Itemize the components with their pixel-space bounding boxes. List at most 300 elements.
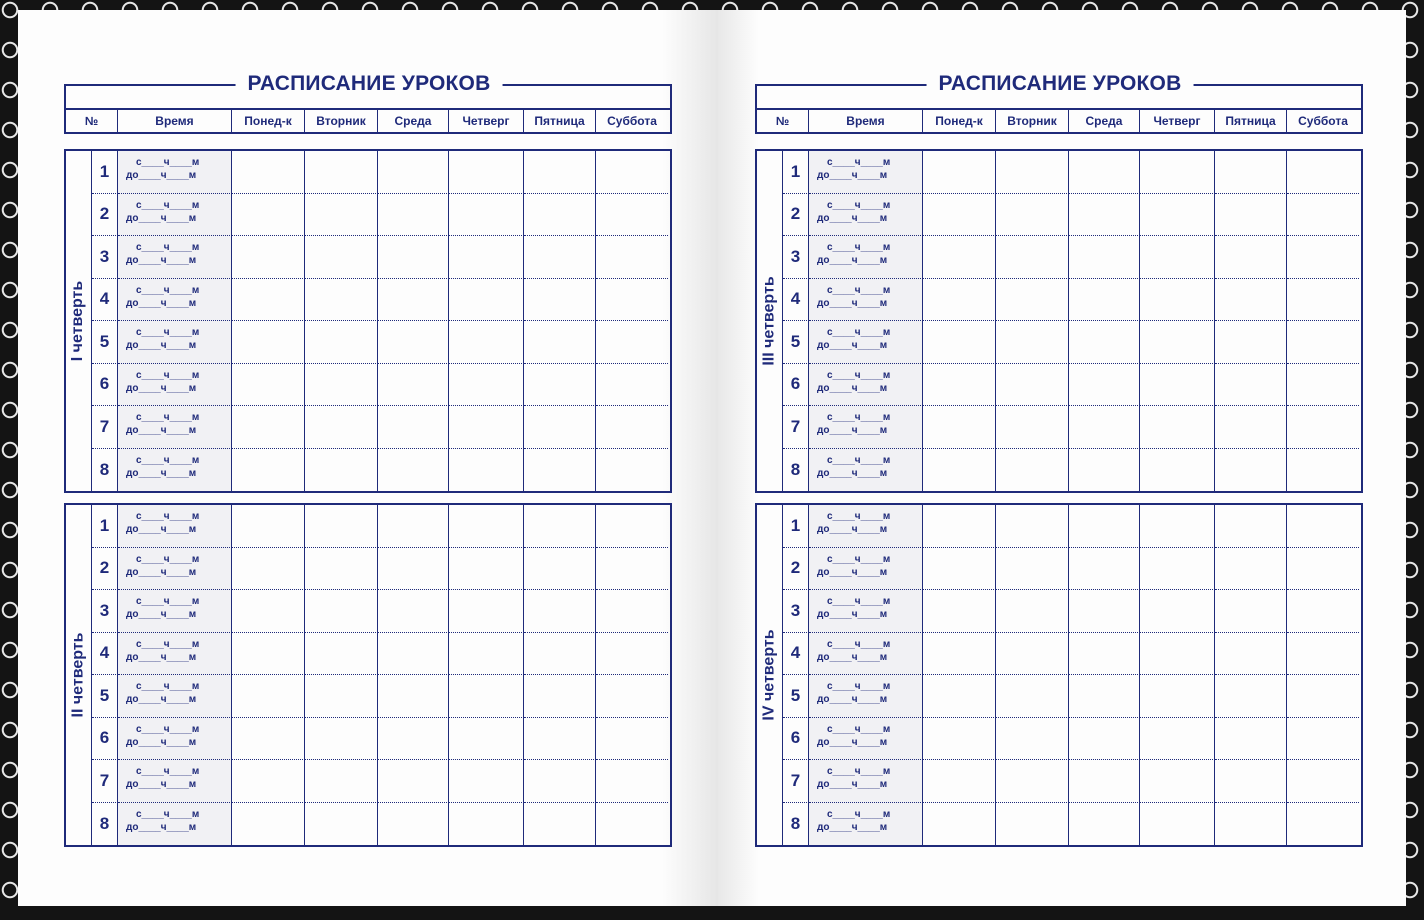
- subject-cell[interactable]: [1069, 449, 1140, 492]
- subject-cell[interactable]: [378, 194, 449, 237]
- subject-cell[interactable]: [232, 236, 305, 279]
- header-saturday: Суббота: [1298, 114, 1348, 128]
- subject-cell[interactable]: [1215, 633, 1287, 676]
- subject-cell[interactable]: [378, 633, 449, 676]
- subject-cell[interactable]: [1287, 548, 1359, 591]
- subject-cell[interactable]: [449, 803, 524, 846]
- subject-cell[interactable]: [378, 321, 449, 364]
- time-start-line: с____ч____м: [136, 681, 200, 692]
- subject-cell[interactable]: [1069, 633, 1140, 676]
- time-end-line: до____ч____м: [817, 297, 888, 309]
- subject-cell[interactable]: [305, 505, 378, 548]
- time-start-line: с____ч____м: [136, 638, 200, 650]
- lesson-time-field[interactable]: [118, 321, 232, 364]
- header-friday: Пятница: [524, 110, 596, 132]
- subject-cell[interactable]: [1287, 760, 1359, 803]
- time-start-line: с____ч____м: [827, 157, 891, 168]
- subject-cell[interactable]: [996, 675, 1069, 718]
- lesson-number: 3: [92, 590, 118, 633]
- quarter-label: [757, 505, 783, 845]
- subject-cell[interactable]: [449, 675, 524, 718]
- subject-cell[interactable]: [996, 364, 1069, 407]
- time-start-line: с____ч____м: [136, 157, 200, 168]
- subject-cell[interactable]: [996, 151, 1069, 194]
- subject-cell[interactable]: [1069, 760, 1140, 803]
- subject-cell[interactable]: [923, 151, 996, 194]
- subject-cell[interactable]: [524, 406, 596, 449]
- time-start-line: с____ч____м: [136, 553, 200, 565]
- subject-cell[interactable]: [232, 194, 305, 237]
- subject-cell[interactable]: [1215, 590, 1287, 633]
- subject-cell[interactable]: [1140, 803, 1215, 846]
- subject-cell[interactable]: [596, 364, 668, 407]
- time-end-line: до____ч____м: [817, 425, 888, 436]
- lesson-number: 8: [783, 803, 809, 846]
- header-tuesday: Вторник: [996, 110, 1069, 132]
- subject-cell[interactable]: [923, 194, 996, 237]
- quarter-label-text: IV четверть: [760, 629, 778, 721]
- subject-cell[interactable]: [232, 633, 305, 676]
- subject-cell[interactable]: [305, 633, 378, 676]
- lesson-time-field[interactable]: [118, 364, 232, 407]
- subject-cell[interactable]: [449, 718, 524, 761]
- subject-cell[interactable]: [1215, 718, 1287, 761]
- schedule-header-right: [755, 108, 1363, 134]
- lesson-number: 1: [92, 505, 118, 548]
- subject-cell[interactable]: [1140, 633, 1215, 676]
- subject-cell[interactable]: [1287, 449, 1359, 492]
- subject-cell[interactable]: [232, 548, 305, 591]
- subject-cell[interactable]: [1287, 364, 1359, 407]
- subject-cell[interactable]: [596, 406, 668, 449]
- lesson-time-field[interactable]: [809, 803, 923, 846]
- subject-cell[interactable]: [1140, 590, 1215, 633]
- lesson-number: 8: [92, 449, 118, 492]
- subject-cell[interactable]: [524, 194, 596, 237]
- subject-cell[interactable]: [1140, 406, 1215, 449]
- subject-cell[interactable]: [1215, 803, 1287, 846]
- subject-cell[interactable]: [232, 151, 305, 194]
- time-end-line: до____ч____м: [817, 779, 888, 790]
- subject-cell[interactable]: [378, 151, 449, 194]
- subject-cell[interactable]: [524, 505, 596, 548]
- subject-cell[interactable]: [923, 590, 996, 633]
- lesson-number: 4: [92, 633, 118, 676]
- subject-cell[interactable]: [305, 364, 378, 407]
- subject-cell[interactable]: [1215, 406, 1287, 449]
- lesson-time-field[interactable]: [809, 406, 923, 449]
- subject-cell[interactable]: [923, 718, 996, 761]
- lesson-time-field[interactable]: [809, 236, 923, 279]
- subject-cell[interactable]: [305, 803, 378, 846]
- subject-cell[interactable]: [1215, 151, 1287, 194]
- subject-cell[interactable]: [305, 718, 378, 761]
- subject-cell[interactable]: [449, 279, 524, 322]
- subject-cell[interactable]: [524, 279, 596, 322]
- title-rule-left: [66, 72, 672, 95]
- subject-cell[interactable]: [1215, 364, 1287, 407]
- lesson-time-field[interactable]: [809, 548, 923, 591]
- subject-cell[interactable]: [596, 760, 668, 803]
- subject-cell[interactable]: [996, 449, 1069, 492]
- subject-cell[interactable]: [232, 406, 305, 449]
- lesson-time-field[interactable]: [118, 236, 232, 279]
- subject-cell[interactable]: [996, 194, 1069, 237]
- subject-cell[interactable]: [596, 449, 668, 492]
- subject-cell[interactable]: [232, 364, 305, 407]
- subject-cell[interactable]: [378, 803, 449, 846]
- subject-cell[interactable]: [449, 364, 524, 407]
- lesson-number: 2: [92, 194, 118, 237]
- lesson-time-field[interactable]: [118, 406, 232, 449]
- subject-cell[interactable]: [524, 364, 596, 407]
- time-end-line: до____ч____м: [817, 467, 888, 479]
- subject-cell[interactable]: [1140, 449, 1215, 492]
- subject-cell[interactable]: [378, 590, 449, 633]
- time-start-line: с____ч____м: [136, 242, 200, 253]
- subject-cell[interactable]: [449, 406, 524, 449]
- subject-cell[interactable]: [378, 449, 449, 492]
- header-monday: Понед-к: [232, 110, 305, 132]
- subject-cell[interactable]: [1215, 279, 1287, 322]
- subject-cell[interactable]: [923, 236, 996, 279]
- lesson-time-field[interactable]: [118, 590, 232, 633]
- subject-cell[interactable]: [996, 803, 1069, 846]
- subject-cell[interactable]: [1215, 236, 1287, 279]
- time-start-line: с____ч____м: [827, 199, 891, 211]
- subject-cell[interactable]: [1287, 236, 1359, 279]
- subject-cell[interactable]: [923, 760, 996, 803]
- subject-cell[interactable]: [378, 760, 449, 803]
- lesson-number: 6: [783, 718, 809, 761]
- title-bracket-left-2: [755, 84, 757, 110]
- quarter-table-3: [755, 149, 1363, 493]
- lesson-time-field[interactable]: [809, 194, 923, 237]
- subject-cell[interactable]: [1287, 406, 1359, 449]
- subject-cell[interactable]: [1069, 675, 1140, 718]
- subject-cell[interactable]: [996, 279, 1069, 322]
- quarter-table-1: [64, 149, 672, 493]
- subject-cell[interactable]: [305, 760, 378, 803]
- lesson-time-field[interactable]: [809, 675, 923, 718]
- subject-cell[interactable]: [232, 675, 305, 718]
- subject-cell[interactable]: [305, 449, 378, 492]
- subject-cell[interactable]: [596, 321, 668, 364]
- subject-cell[interactable]: [1069, 236, 1140, 279]
- header-friday: Пятница: [1215, 110, 1287, 132]
- subject-cell[interactable]: [305, 236, 378, 279]
- subject-cell[interactable]: [1140, 151, 1215, 194]
- subject-cell[interactable]: [596, 505, 668, 548]
- time-end-line: до____ч____м: [817, 524, 888, 535]
- lesson-time-field[interactable]: [118, 760, 232, 803]
- subject-cell[interactable]: [1140, 548, 1215, 591]
- subject-cell[interactable]: [1069, 279, 1140, 322]
- title-bracket-left: [64, 84, 66, 110]
- subject-cell[interactable]: [596, 279, 668, 322]
- subject-cell[interactable]: [1140, 364, 1215, 407]
- subject-cell[interactable]: [1287, 718, 1359, 761]
- subject-cell[interactable]: [596, 718, 668, 761]
- lesson-time-field[interactable]: [118, 718, 232, 761]
- title-bracket-right: [670, 84, 672, 110]
- subject-cell[interactable]: [1140, 760, 1215, 803]
- subject-cell[interactable]: [596, 236, 668, 279]
- subject-cell[interactable]: [1140, 718, 1215, 761]
- subject-cell[interactable]: [449, 236, 524, 279]
- subject-cell[interactable]: [1287, 194, 1359, 237]
- subject-cell[interactable]: [232, 590, 305, 633]
- time-start-line: с____ч____м: [827, 596, 891, 607]
- subject-cell[interactable]: [305, 406, 378, 449]
- subject-cell[interactable]: [923, 406, 996, 449]
- time-start-line: с____ч____м: [136, 723, 200, 735]
- subject-cell[interactable]: [378, 279, 449, 322]
- lesson-time-field[interactable]: [118, 803, 232, 846]
- time-end-line: до____ч____м: [817, 170, 888, 181]
- time-end-line: до____ч____м: [817, 255, 888, 266]
- subject-cell[interactable]: [378, 548, 449, 591]
- subject-cell[interactable]: [305, 321, 378, 364]
- time-start-line: с____ч____м: [827, 766, 891, 777]
- subject-cell[interactable]: [1287, 803, 1359, 846]
- subject-cell[interactable]: [1140, 505, 1215, 548]
- subject-cell[interactable]: [305, 194, 378, 237]
- subject-cell[interactable]: [232, 760, 305, 803]
- time-start-line: с____ч____м: [827, 369, 891, 381]
- subject-cell[interactable]: [524, 590, 596, 633]
- subject-cell[interactable]: [596, 548, 668, 591]
- time-end-line: до____ч____м: [817, 609, 888, 620]
- subject-cell[interactable]: [596, 675, 668, 718]
- lesson-time-field[interactable]: [809, 590, 923, 633]
- subject-cell[interactable]: [923, 321, 996, 364]
- subject-cell[interactable]: [232, 321, 305, 364]
- subject-cell[interactable]: [1140, 236, 1215, 279]
- time-start-line: с____ч____м: [136, 327, 200, 338]
- subject-cell[interactable]: [1069, 505, 1140, 548]
- subject-cell[interactable]: [1069, 548, 1140, 591]
- subject-cell[interactable]: [996, 590, 1069, 633]
- subject-cell[interactable]: [1140, 194, 1215, 237]
- subject-cell[interactable]: [1215, 548, 1287, 591]
- subject-cell[interactable]: [449, 633, 524, 676]
- lesson-number: 1: [783, 151, 809, 194]
- time-end-line: до____ч____м: [126, 821, 197, 833]
- title-rule-right: [757, 72, 1363, 95]
- subject-cell[interactable]: [1069, 151, 1140, 194]
- subject-cell[interactable]: [524, 548, 596, 591]
- subject-cell[interactable]: [1069, 406, 1140, 449]
- subject-cell[interactable]: [232, 449, 305, 492]
- subject-cell[interactable]: [449, 194, 524, 237]
- subject-cell[interactable]: [1215, 449, 1287, 492]
- lesson-time-field[interactable]: [118, 449, 232, 492]
- subject-cell[interactable]: [923, 364, 996, 407]
- subject-cell[interactable]: [596, 151, 668, 194]
- subject-cell[interactable]: [232, 505, 305, 548]
- lesson-number: 2: [783, 548, 809, 591]
- lesson-time-field[interactable]: [118, 633, 232, 676]
- lesson-time-field[interactable]: [809, 633, 923, 676]
- lesson-time-field[interactable]: [118, 194, 232, 237]
- time-start-line: с____ч____м: [827, 723, 891, 735]
- time-end-line: до____ч____м: [126, 524, 197, 535]
- subject-cell[interactable]: [996, 505, 1069, 548]
- time-start-line: с____ч____м: [827, 808, 891, 820]
- lesson-time-field[interactable]: [809, 279, 923, 322]
- lesson-time-field[interactable]: [809, 449, 923, 492]
- subject-cell[interactable]: [1140, 675, 1215, 718]
- page-title-right: РАСПИСАНИЕ УРОКОВ: [927, 72, 1194, 96]
- subject-cell[interactable]: [305, 548, 378, 591]
- subject-cell[interactable]: [449, 590, 524, 633]
- subject-cell[interactable]: [449, 760, 524, 803]
- quarter-label-text: II четверть: [69, 632, 87, 718]
- time-start-line: с____ч____м: [827, 454, 891, 466]
- subject-cell[interactable]: [923, 803, 996, 846]
- subject-cell[interactable]: [1287, 279, 1359, 322]
- subject-cell[interactable]: [596, 803, 668, 846]
- subject-cell[interactable]: [524, 675, 596, 718]
- subject-cell[interactable]: [1069, 321, 1140, 364]
- time-end-line: до____ч____м: [126, 170, 197, 181]
- time-end-line: до____ч____м: [817, 566, 888, 578]
- subject-cell[interactable]: [996, 633, 1069, 676]
- subject-cell[interactable]: [596, 194, 668, 237]
- subject-cell[interactable]: [1287, 633, 1359, 676]
- subject-cell[interactable]: [378, 675, 449, 718]
- subject-cell[interactable]: [996, 321, 1069, 364]
- time-end-line: до____ч____м: [126, 694, 197, 705]
- subject-cell[interactable]: [1287, 505, 1359, 548]
- subject-cell[interactable]: [232, 718, 305, 761]
- time-start-line: с____ч____м: [827, 681, 891, 692]
- subject-cell[interactable]: [524, 760, 596, 803]
- header-wednesday: Среда: [1069, 110, 1140, 132]
- subject-cell[interactable]: [1287, 675, 1359, 718]
- subject-cell[interactable]: [996, 760, 1069, 803]
- subject-cell[interactable]: [1069, 590, 1140, 633]
- time-end-line: до____ч____м: [817, 821, 888, 833]
- lesson-number: 1: [783, 505, 809, 548]
- subject-cell[interactable]: [378, 236, 449, 279]
- subject-cell[interactable]: [449, 321, 524, 364]
- lesson-time-field[interactable]: [809, 364, 923, 407]
- subject-cell[interactable]: [378, 718, 449, 761]
- lesson-time-field[interactable]: [118, 279, 232, 322]
- subject-cell[interactable]: [524, 803, 596, 846]
- subject-cell[interactable]: [305, 279, 378, 322]
- lesson-number: 5: [783, 675, 809, 718]
- subject-cell[interactable]: [1287, 151, 1359, 194]
- lesson-number: 7: [783, 760, 809, 803]
- schedule-header-left: [64, 108, 672, 134]
- subject-cell[interactable]: [524, 321, 596, 364]
- subject-cell[interactable]: [524, 151, 596, 194]
- lesson-time-field[interactable]: [809, 505, 923, 548]
- subject-cell[interactable]: [923, 548, 996, 591]
- quarter-table-2: [64, 503, 672, 847]
- subject-cell[interactable]: [996, 718, 1069, 761]
- subject-cell[interactable]: [232, 279, 305, 322]
- subject-cell[interactable]: [305, 590, 378, 633]
- time-end-line: до____ч____м: [126, 255, 197, 266]
- subject-cell[interactable]: [923, 505, 996, 548]
- subject-cell[interactable]: [1069, 803, 1140, 846]
- subject-cell[interactable]: [524, 633, 596, 676]
- subject-cell[interactable]: [449, 505, 524, 548]
- subject-cell[interactable]: [1215, 194, 1287, 237]
- subject-cell[interactable]: [1215, 505, 1287, 548]
- subject-cell[interactable]: [596, 633, 668, 676]
- subject-cell[interactable]: [1069, 718, 1140, 761]
- subject-cell[interactable]: [378, 505, 449, 548]
- lesson-time-field[interactable]: [809, 760, 923, 803]
- header-thursday: Четверг: [1140, 110, 1215, 132]
- subject-cell[interactable]: [923, 675, 996, 718]
- time-end-line: до____ч____м: [126, 651, 197, 663]
- lesson-number: 4: [92, 279, 118, 322]
- subject-cell[interactable]: [1287, 590, 1359, 633]
- lesson-time-field[interactable]: [118, 151, 232, 194]
- lesson-number: 5: [783, 321, 809, 364]
- subject-cell[interactable]: [923, 633, 996, 676]
- lesson-time-field[interactable]: [809, 321, 923, 364]
- subject-cell[interactable]: [524, 718, 596, 761]
- subject-cell[interactable]: [1140, 279, 1215, 322]
- header-wednesday: Среда: [378, 110, 449, 132]
- subject-cell[interactable]: [996, 406, 1069, 449]
- subject-cell[interactable]: [449, 449, 524, 492]
- lesson-time-field[interactable]: [118, 675, 232, 718]
- lesson-time-field[interactable]: [809, 151, 923, 194]
- title-bracket-right-2: [1361, 84, 1363, 110]
- time-start-line: с____ч____м: [827, 511, 891, 522]
- subject-cell[interactable]: [996, 236, 1069, 279]
- subject-cell[interactable]: [1287, 321, 1359, 364]
- subject-cell[interactable]: [1069, 364, 1140, 407]
- subject-cell[interactable]: [305, 675, 378, 718]
- lesson-time-field[interactable]: [118, 548, 232, 591]
- lesson-number: 8: [92, 803, 118, 846]
- subject-cell[interactable]: [449, 151, 524, 194]
- time-start-line: с____ч____м: [827, 638, 891, 650]
- subject-cell[interactable]: [996, 548, 1069, 591]
- subject-cell[interactable]: [524, 449, 596, 492]
- subject-cell[interactable]: [923, 449, 996, 492]
- subject-cell[interactable]: [596, 590, 668, 633]
- subject-cell[interactable]: [305, 151, 378, 194]
- subject-cell[interactable]: [923, 279, 996, 322]
- subject-cell[interactable]: [1215, 321, 1287, 364]
- subject-cell[interactable]: [1215, 760, 1287, 803]
- subject-cell[interactable]: [378, 406, 449, 449]
- subject-cell[interactable]: [1140, 321, 1215, 364]
- lesson-number: 2: [92, 548, 118, 591]
- subject-cell[interactable]: [449, 548, 524, 591]
- quarter-table-4: [755, 503, 1363, 847]
- subject-cell[interactable]: [1069, 194, 1140, 237]
- subject-cell[interactable]: [1215, 675, 1287, 718]
- subject-cell[interactable]: [232, 803, 305, 846]
- lesson-number: 2: [783, 194, 809, 237]
- subject-cell[interactable]: [524, 236, 596, 279]
- subject-cell[interactable]: [378, 364, 449, 407]
- lesson-time-field[interactable]: [118, 505, 232, 548]
- time-end-line: до____ч____м: [126, 425, 197, 436]
- lesson-time-field[interactable]: [809, 718, 923, 761]
